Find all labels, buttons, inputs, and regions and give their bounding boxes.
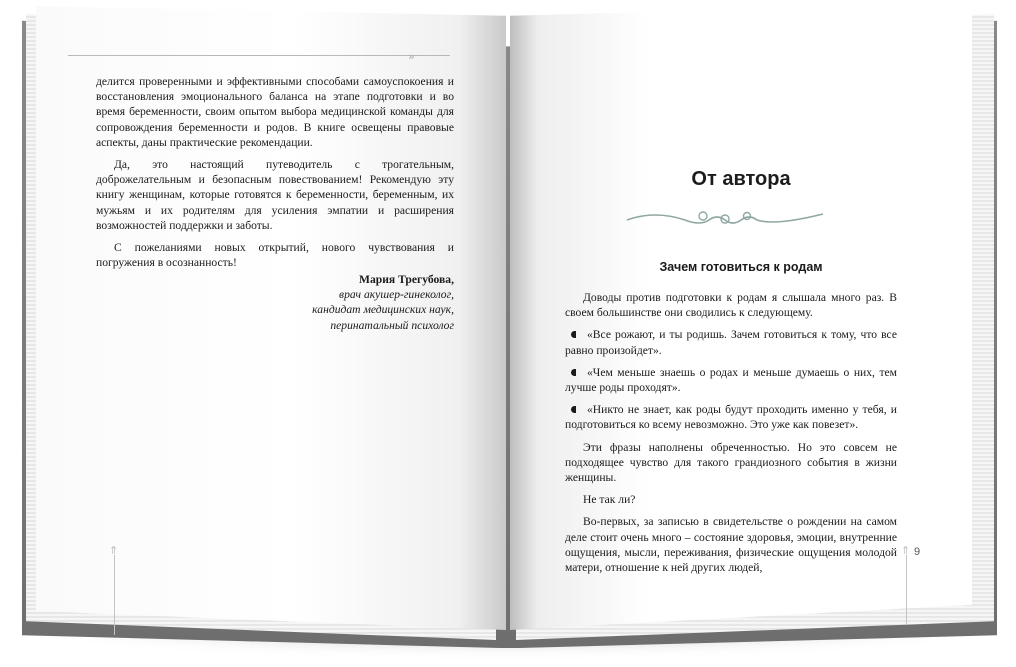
signature-role: перинатальный психолог bbox=[330, 318, 454, 332]
paragraph: Да, это настоящий путеводитель с трогательным, доброжелательным и безопасным повествованием! Рекомендую эту книгу женщинам, которые готовятся к беременности, беременным, их мужьям и их родителям для усиления эмпатии и расширения возможностей поддержки и заботы. bbox=[96, 158, 454, 232]
up-arrow-icon: ⇑ bbox=[109, 544, 119, 557]
paragraph: С пожеланиями новых открытий, нового чувствования и погружения в осознанность! bbox=[96, 241, 454, 270]
list-item bbox=[565, 365, 897, 395]
list-item-text: «Все рожают, и ты родишь. Зачем готовиться к тому, что все равно произойдет». bbox=[565, 328, 897, 357]
signature-name: Мария Трегубова, bbox=[359, 273, 454, 286]
ornament-divider-icon bbox=[625, 206, 825, 232]
up-arrow-icon: ⇑ bbox=[901, 544, 911, 557]
rule-arrow-icon: » bbox=[408, 50, 415, 63]
right-margin-line bbox=[906, 555, 907, 625]
signature-block bbox=[240, 272, 454, 333]
page-number: 9 bbox=[914, 546, 921, 558]
bullet-icon bbox=[571, 406, 576, 413]
signature-role: врач акушер-гинеколог, bbox=[339, 288, 454, 302]
list-item bbox=[565, 402, 897, 432]
list-item-text: «Никто не знает, как роды будут проходить именно у тебя, и подготовиться ко всему невозможно. Это уже как повезет». bbox=[565, 403, 897, 432]
paragraph: Не так ли? bbox=[583, 493, 636, 507]
section-title: Зачем готовиться к родам bbox=[659, 260, 823, 274]
left-margin-line bbox=[114, 555, 115, 635]
list-item-text: «Чем меньше знаешь о родах и меньше думаешь о них, тем лучше роды проходят». bbox=[565, 365, 897, 395]
paragraph: делится проверенными и эффективными способами самоуспокоения и восстановления эмоционального баланса на этапе подготовки и во время беременности, своим опытом выбора медицинской команды для сопровождения беременности и родов. В книге освещены правовые аспекты, даны практические рекомендации. bbox=[96, 75, 454, 149]
paragraph: Во-первых, за записью в свидетельстве о рождении на самом деле стоит очень много – состояние здоровья, эмоции, внутренние ощущения, мысли, переживания, физические ощущения молодой матери, отношение к ней других людей, bbox=[565, 515, 897, 575]
bullet-icon bbox=[571, 369, 576, 376]
bullet-icon bbox=[571, 331, 576, 338]
top-rule bbox=[68, 55, 450, 56]
paragraph: Эти фразы наполнены обреченностью. Но это совсем не подходящее чувство для такого грандиозного события в жизни женщины. bbox=[565, 440, 897, 485]
left-body-text bbox=[96, 74, 454, 277]
chapter-title: От автора bbox=[691, 168, 791, 190]
list-item bbox=[565, 327, 897, 357]
right-body-text bbox=[565, 290, 897, 582]
paragraph: Доводы против подготовки к родам я слышала много раз. В своем большинстве они сводились к следующему. bbox=[565, 291, 897, 320]
signature-role: кандидат медицинских наук, bbox=[312, 303, 454, 317]
